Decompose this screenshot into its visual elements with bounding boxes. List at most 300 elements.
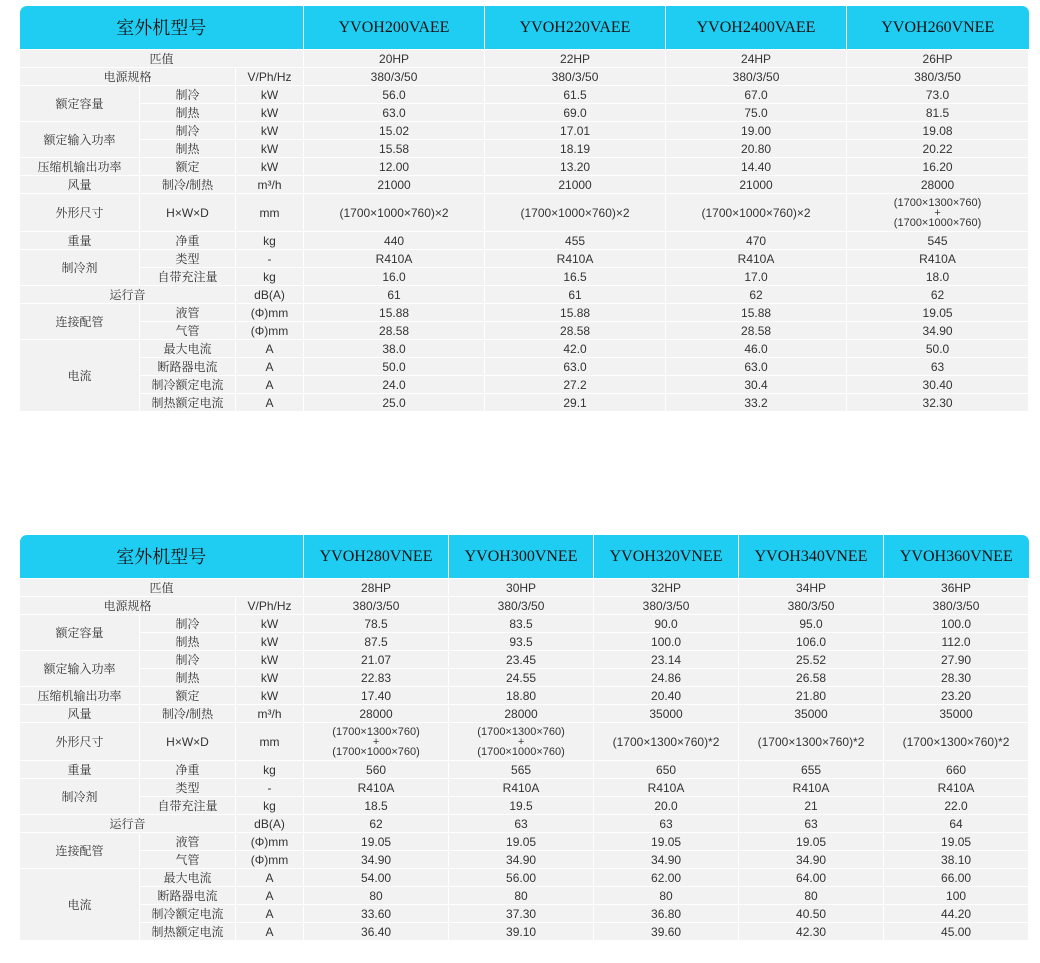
row-heat-capacity <box>20 104 1029 122</box>
cell-weight: 560 <box>304 761 449 779</box>
cell-airflow: 28000 <box>847 176 1029 194</box>
cell-cool-current: 30.4 <box>666 376 847 394</box>
unit-mm: mm <box>236 194 304 232</box>
cell-airflow: 35000 <box>739 705 884 723</box>
header-row <box>20 535 1029 579</box>
cell-liquid-pipe: 19.05 <box>304 833 449 851</box>
sub-net: 净重 <box>140 761 236 779</box>
cell-max-current: 38.0 <box>304 340 485 358</box>
row-refrigerant-charge <box>20 268 1029 286</box>
cell-power: 380/3/50 <box>739 597 884 615</box>
cell-refrigerant-charge: 16.5 <box>485 268 666 286</box>
cell-cool-capacity: 67.0 <box>666 86 847 104</box>
label-airflow: 风量 <box>20 176 140 194</box>
cell-heat-input: 26.58 <box>739 669 884 687</box>
row-heat-input <box>20 669 1029 687</box>
row-gas-pipe <box>20 322 1029 340</box>
cell-liquid-pipe: 19.05 <box>739 833 884 851</box>
cell-cool-input: 19.08 <box>847 122 1029 140</box>
model-name: YVOH280VNEE <box>304 535 449 579</box>
unit-power: V/Ph/Hz <box>236 597 304 615</box>
cell-heat-input: 24.55 <box>449 669 594 687</box>
row-cool-input <box>20 651 1029 669</box>
cell-liquid-pipe: 19.05 <box>884 833 1029 851</box>
cell-noise: 62 <box>847 286 1029 304</box>
cell-dimensions: (1700×1000×760)×2 <box>485 194 666 232</box>
cell-cool-capacity: 61.5 <box>485 86 666 104</box>
label-refrigerant: 制冷剂 <box>20 779 140 815</box>
cell-refrigerant-type: R410A <box>739 779 884 797</box>
cell-heat-current: 25.0 <box>304 394 485 412</box>
row-compressor <box>20 687 1029 705</box>
cell-dimensions: (1700×1300×760)*2 <box>594 723 739 761</box>
cell-refrigerant-charge: 21 <box>739 797 884 815</box>
cell-weight: 565 <box>449 761 594 779</box>
row-cool-capacity <box>20 86 1029 104</box>
row-noise <box>20 286 1029 304</box>
unit-kw: kW <box>236 140 304 158</box>
sub-liquid: 液管 <box>140 833 236 851</box>
cell-heat-input: 15.58 <box>304 140 485 158</box>
row-power <box>20 597 1029 615</box>
sub-heat-current: 制热额定电流 <box>140 394 236 412</box>
cell-refrigerant-charge: 19.5 <box>449 797 594 815</box>
cell-breaker: 80 <box>594 887 739 905</box>
cell-cool-input: 21.07 <box>304 651 449 669</box>
row-liquid-pipe <box>20 833 1029 851</box>
row-heat-current <box>20 923 1029 941</box>
spec-table-2 <box>19 535 1029 941</box>
cell-breaker: 80 <box>449 887 594 905</box>
model-name: YVOH220VAEE <box>485 6 666 50</box>
cell-cool-current: 33.60 <box>304 905 449 923</box>
cell-gas-pipe: 28.58 <box>666 322 847 340</box>
label-current: 电流 <box>20 869 140 941</box>
row-cool-input <box>20 122 1029 140</box>
cell-refrigerant-type: R410A <box>666 250 847 268</box>
unit-airflow: m³/h <box>236 176 304 194</box>
label-pipe: 连接配管 <box>20 304 140 340</box>
cell-gas-pipe: 38.10 <box>884 851 1029 869</box>
cell-hp: 32HP <box>594 579 739 597</box>
sub-type: 类型 <box>140 779 236 797</box>
cell-refrigerant-type: R410A <box>449 779 594 797</box>
cell-power: 380/3/50 <box>847 68 1029 86</box>
cell-cool-input: 17.01 <box>485 122 666 140</box>
sub-gas: 气管 <box>140 851 236 869</box>
unit-amp: A <box>236 869 304 887</box>
unit-kw: kW <box>236 669 304 687</box>
cell-max-current: 56.00 <box>449 869 594 887</box>
unit-kw: kW <box>236 158 304 176</box>
cell-liquid-pipe: 19.05 <box>594 833 739 851</box>
unit-dash: - <box>236 250 304 268</box>
cell-dimensions: (1700×1300×760) + (1700×1000×760) <box>847 194 1029 232</box>
cell-breaker: 100 <box>884 887 1029 905</box>
sub-breaker: 断路器电流 <box>140 358 236 376</box>
cell-heat-input: 22.83 <box>304 669 449 687</box>
row-heat-current <box>20 394 1029 412</box>
cell-liquid-pipe: 19.05 <box>449 833 594 851</box>
unit-amp: A <box>236 905 304 923</box>
cell-cool-current: 40.50 <box>739 905 884 923</box>
cell-heat-capacity: 63.0 <box>304 104 485 122</box>
unit-amp: A <box>236 394 304 412</box>
sub-rated: 额定 <box>140 687 236 705</box>
cell-cool-input: 25.52 <box>739 651 884 669</box>
row-dimensions <box>20 194 1029 232</box>
row-gas-pipe <box>20 851 1029 869</box>
cell-refrigerant-charge: 17.0 <box>666 268 847 286</box>
unit-amp: A <box>236 923 304 941</box>
cell-cool-capacity: 83.5 <box>449 615 594 633</box>
cell-gas-pipe: 28.58 <box>304 322 485 340</box>
cell-refrigerant-charge: 20.0 <box>594 797 739 815</box>
cell-breaker: 80 <box>304 887 449 905</box>
cell-noise: 61 <box>304 286 485 304</box>
cell-gas-pipe: 28.58 <box>485 322 666 340</box>
cell-refrigerant-charge: 18.0 <box>847 268 1029 286</box>
cell-noise: 63 <box>449 815 594 833</box>
cell-dimensions: (1700×1300×760) + (1700×1000×760) <box>304 723 449 761</box>
row-heat-capacity <box>20 633 1029 651</box>
cell-weight: 440 <box>304 232 485 250</box>
cell-weight: 655 <box>739 761 884 779</box>
cell-heat-current: 32.30 <box>847 394 1029 412</box>
cell-heat-input: 20.80 <box>666 140 847 158</box>
cell-dimensions: (1700×1000×760)×2 <box>666 194 847 232</box>
cell-max-current: 64.00 <box>739 869 884 887</box>
sub-heat-current: 制热额定电流 <box>140 923 236 941</box>
cell-cool-capacity: 78.5 <box>304 615 449 633</box>
sub-cool: 制冷 <box>140 615 236 633</box>
model-name: YVOH2400VAEE <box>666 6 847 50</box>
sub-heat: 制热 <box>140 669 236 687</box>
cell-hp: 24HP <box>666 50 847 68</box>
cell-cool-input: 27.90 <box>884 651 1029 669</box>
label-input: 额定输入功率 <box>20 122 140 158</box>
sub-hwd: H×W×D <box>140 194 236 232</box>
unit-noise: dB(A) <box>236 815 304 833</box>
label-weight: 重量 <box>20 761 140 779</box>
row-cool-current <box>20 905 1029 923</box>
cell-cool-current: 36.80 <box>594 905 739 923</box>
sub-heat: 制热 <box>140 633 236 651</box>
label-capacity: 额定容量 <box>20 615 140 651</box>
unit-amp: A <box>236 887 304 905</box>
cell-power: 380/3/50 <box>449 597 594 615</box>
cell-refrigerant-charge: 16.0 <box>304 268 485 286</box>
cell-dimensions: (1700×1300×760)*2 <box>884 723 1029 761</box>
cell-refrigerant-charge: 22.0 <box>884 797 1029 815</box>
unit-amp: A <box>236 358 304 376</box>
row-breaker-current <box>20 887 1029 905</box>
cell-power: 380/3/50 <box>666 68 847 86</box>
label-noise: 运行音 <box>20 815 236 833</box>
unit-pipe: (Φ)mm <box>236 322 304 340</box>
label-input: 额定输入功率 <box>20 651 140 687</box>
cell-max-current: 46.0 <box>666 340 847 358</box>
cell-compressor: 16.20 <box>847 158 1029 176</box>
sub-charge: 自带充注量 <box>140 268 236 286</box>
label-refrigerant: 制冷剂 <box>20 250 140 286</box>
sub-breaker: 断路器电流 <box>140 887 236 905</box>
cell-airflow: 21000 <box>666 176 847 194</box>
cell-heat-input: 28.30 <box>884 669 1029 687</box>
cell-cool-input: 19.00 <box>666 122 847 140</box>
cell-hp: 22HP <box>485 50 666 68</box>
sub-cool: 制冷 <box>140 86 236 104</box>
row-weight <box>20 232 1029 250</box>
row-compressor <box>20 158 1029 176</box>
model-header: 室外机型号 <box>20 6 304 50</box>
cell-max-current: 50.0 <box>847 340 1029 358</box>
unit-kw: kW <box>236 615 304 633</box>
cell-heat-current: 42.30 <box>739 923 884 941</box>
cell-hp: 36HP <box>884 579 1029 597</box>
sub-max-current: 最大电流 <box>140 340 236 358</box>
cell-cool-input: 23.45 <box>449 651 594 669</box>
unit-kg: kg <box>236 232 304 250</box>
cell-power: 380/3/50 <box>884 597 1029 615</box>
model-name: YVOH300VNEE <box>449 535 594 579</box>
model-name: YVOH340VNEE <box>739 535 884 579</box>
cell-hp: 20HP <box>304 50 485 68</box>
unit-kw: kW <box>236 633 304 651</box>
cell-airflow: 35000 <box>884 705 1029 723</box>
cell-power: 380/3/50 <box>594 597 739 615</box>
cell-weight: 650 <box>594 761 739 779</box>
cell-gas-pipe: 34.90 <box>739 851 884 869</box>
cell-cool-capacity: 95.0 <box>739 615 884 633</box>
sub-heat: 制热 <box>140 140 236 158</box>
label-weight: 重量 <box>20 232 140 250</box>
cell-power: 380/3/50 <box>304 68 485 86</box>
cell-breaker: 63 <box>847 358 1029 376</box>
sub-charge: 自带充注量 <box>140 797 236 815</box>
cell-gas-pipe: 34.90 <box>847 322 1029 340</box>
label-dimensions: 外形尺寸 <box>20 194 140 232</box>
label-current: 电流 <box>20 340 140 412</box>
sub-gas: 气管 <box>140 322 236 340</box>
cell-gas-pipe: 34.90 <box>304 851 449 869</box>
model-name: YVOH360VNEE <box>884 535 1029 579</box>
cell-compressor: 18.80 <box>449 687 594 705</box>
unit-kw: kW <box>236 651 304 669</box>
cell-weight: 455 <box>485 232 666 250</box>
cell-hp: 34HP <box>739 579 884 597</box>
cell-power: 380/3/50 <box>485 68 666 86</box>
cell-gas-pipe: 34.90 <box>594 851 739 869</box>
label-power: 电源规格 <box>20 68 236 86</box>
sub-cool-heat: 制冷/制热 <box>140 176 236 194</box>
label-power: 电源规格 <box>20 597 236 615</box>
unit-pipe: (Φ)mm <box>236 304 304 322</box>
unit-kw: kW <box>236 122 304 140</box>
unit-kw: kW <box>236 86 304 104</box>
cell-compressor: 14.40 <box>666 158 847 176</box>
cell-liquid-pipe: 15.88 <box>485 304 666 322</box>
cell-heat-capacity: 69.0 <box>485 104 666 122</box>
cell-refrigerant-type: R410A <box>847 250 1029 268</box>
row-noise <box>20 815 1029 833</box>
cell-refrigerant-type: R410A <box>485 250 666 268</box>
cell-refrigerant-charge: 18.5 <box>304 797 449 815</box>
cell-breaker: 80 <box>739 887 884 905</box>
unit-kg: kg <box>236 268 304 286</box>
model-header: 室外机型号 <box>20 535 304 579</box>
label-compressor: 压缩机输出功率 <box>20 158 140 176</box>
sub-cool-current: 制冷额定电流 <box>140 905 236 923</box>
label-noise: 运行音 <box>20 286 236 304</box>
sub-cool: 制冷 <box>140 122 236 140</box>
cell-refrigerant-type: R410A <box>884 779 1029 797</box>
cell-noise: 63 <box>739 815 884 833</box>
unit-mm: mm <box>236 723 304 761</box>
cell-heat-capacity: 87.5 <box>304 633 449 651</box>
unit-amp: A <box>236 340 304 358</box>
cell-max-current: 42.0 <box>485 340 666 358</box>
unit-amp: A <box>236 376 304 394</box>
label-capacity: 额定容量 <box>20 86 140 122</box>
row-heat-input <box>20 140 1029 158</box>
sub-heat: 制热 <box>140 104 236 122</box>
cell-cool-capacity: 73.0 <box>847 86 1029 104</box>
cell-compressor: 13.20 <box>485 158 666 176</box>
cell-max-current: 66.00 <box>884 869 1029 887</box>
sub-cool-heat: 制冷/制热 <box>140 705 236 723</box>
cell-noise: 61 <box>485 286 666 304</box>
cell-heat-capacity: 75.0 <box>666 104 847 122</box>
cell-compressor: 17.40 <box>304 687 449 705</box>
row-power <box>20 68 1029 86</box>
cell-heat-current: 39.60 <box>594 923 739 941</box>
unit-pipe: (Φ)mm <box>236 833 304 851</box>
cell-dimensions: (1700×1300×760)*2 <box>739 723 884 761</box>
cell-max-current: 62.00 <box>594 869 739 887</box>
label-airflow: 风量 <box>20 705 140 723</box>
label-pipe: 连接配管 <box>20 833 140 869</box>
cell-heat-input: 24.86 <box>594 669 739 687</box>
cell-noise: 62 <box>666 286 847 304</box>
row-refrigerant-type <box>20 250 1029 268</box>
row-max-current <box>20 340 1029 358</box>
cell-heat-input: 20.22 <box>847 140 1029 158</box>
sub-max-current: 最大电流 <box>140 869 236 887</box>
cell-cool-capacity: 56.0 <box>304 86 485 104</box>
cell-heat-current: 39.10 <box>449 923 594 941</box>
cell-liquid-pipe: 15.88 <box>666 304 847 322</box>
model-name: YVOH320VNEE <box>594 535 739 579</box>
cell-airflow: 21000 <box>304 176 485 194</box>
unit-noise: dB(A) <box>236 286 304 304</box>
row-airflow <box>20 176 1029 194</box>
model-name: YVOH260VNEE <box>847 6 1029 50</box>
sub-cool: 制冷 <box>140 651 236 669</box>
cell-cool-current: 44.20 <box>884 905 1029 923</box>
cell-heat-capacity: 112.0 <box>884 633 1029 651</box>
cell-dimensions: (1700×1300×760) + (1700×1000×760) <box>449 723 594 761</box>
cell-cool-current: 27.2 <box>485 376 666 394</box>
spec-table-1 <box>19 6 1029 412</box>
row-max-current <box>20 869 1029 887</box>
cell-refrigerant-type: R410A <box>304 250 485 268</box>
row-airflow <box>20 705 1029 723</box>
label-hp: 匹值 <box>20 579 304 597</box>
cell-cool-capacity: 100.0 <box>884 615 1029 633</box>
cell-noise: 63 <box>594 815 739 833</box>
unit-airflow: m³/h <box>236 705 304 723</box>
cell-heat-current: 33.2 <box>666 394 847 412</box>
model-name: YVOH200VAEE <box>304 6 485 50</box>
cell-compressor: 21.80 <box>739 687 884 705</box>
row-hp <box>20 579 1029 597</box>
sub-type: 类型 <box>140 250 236 268</box>
row-dimensions <box>20 723 1029 761</box>
cell-cool-input: 15.02 <box>304 122 485 140</box>
row-liquid-pipe <box>20 304 1029 322</box>
cell-weight: 470 <box>666 232 847 250</box>
cell-compressor: 12.00 <box>304 158 485 176</box>
cell-refrigerant-type: R410A <box>594 779 739 797</box>
cell-hp: 30HP <box>449 579 594 597</box>
cell-heat-current: 45.00 <box>884 923 1029 941</box>
cell-cool-current: 30.40 <box>847 376 1029 394</box>
header-row <box>20 6 1029 50</box>
sub-hwd: H×W×D <box>140 723 236 761</box>
unit-power: V/Ph/Hz <box>236 68 304 86</box>
cell-heat-capacity: 81.5 <box>847 104 1029 122</box>
cell-compressor: 23.20 <box>884 687 1029 705</box>
row-breaker-current <box>20 358 1029 376</box>
cell-heat-capacity: 93.5 <box>449 633 594 651</box>
cell-noise: 64 <box>884 815 1029 833</box>
row-cool-current <box>20 376 1029 394</box>
cell-breaker: 63.0 <box>666 358 847 376</box>
cell-cool-current: 37.30 <box>449 905 594 923</box>
cell-liquid-pipe: 19.05 <box>847 304 1029 322</box>
label-dimensions: 外形尺寸 <box>20 723 140 761</box>
cell-airflow: 28000 <box>449 705 594 723</box>
cell-heat-current: 36.40 <box>304 923 449 941</box>
cell-breaker: 63.0 <box>485 358 666 376</box>
row-refrigerant-charge <box>20 797 1029 815</box>
sub-net: 净重 <box>140 232 236 250</box>
cell-gas-pipe: 34.90 <box>449 851 594 869</box>
cell-heat-current: 29.1 <box>485 394 666 412</box>
cell-dimensions: (1700×1000×760)×2 <box>304 194 485 232</box>
unit-kg: kg <box>236 761 304 779</box>
unit-kg: kg <box>236 797 304 815</box>
unit-pipe: (Φ)mm <box>236 851 304 869</box>
cell-weight: 660 <box>884 761 1029 779</box>
cell-airflow: 21000 <box>485 176 666 194</box>
cell-max-current: 54.00 <box>304 869 449 887</box>
cell-liquid-pipe: 15.88 <box>304 304 485 322</box>
cell-weight: 545 <box>847 232 1029 250</box>
cell-airflow: 28000 <box>304 705 449 723</box>
cell-power: 380/3/50 <box>304 597 449 615</box>
row-weight <box>20 761 1029 779</box>
cell-noise: 62 <box>304 815 449 833</box>
cell-cool-input: 23.14 <box>594 651 739 669</box>
cell-heat-input: 18.19 <box>485 140 666 158</box>
row-cool-capacity <box>20 615 1029 633</box>
unit-kw: kW <box>236 104 304 122</box>
cell-cool-current: 24.0 <box>304 376 485 394</box>
cell-hp: 28HP <box>304 579 449 597</box>
cell-compressor: 20.40 <box>594 687 739 705</box>
